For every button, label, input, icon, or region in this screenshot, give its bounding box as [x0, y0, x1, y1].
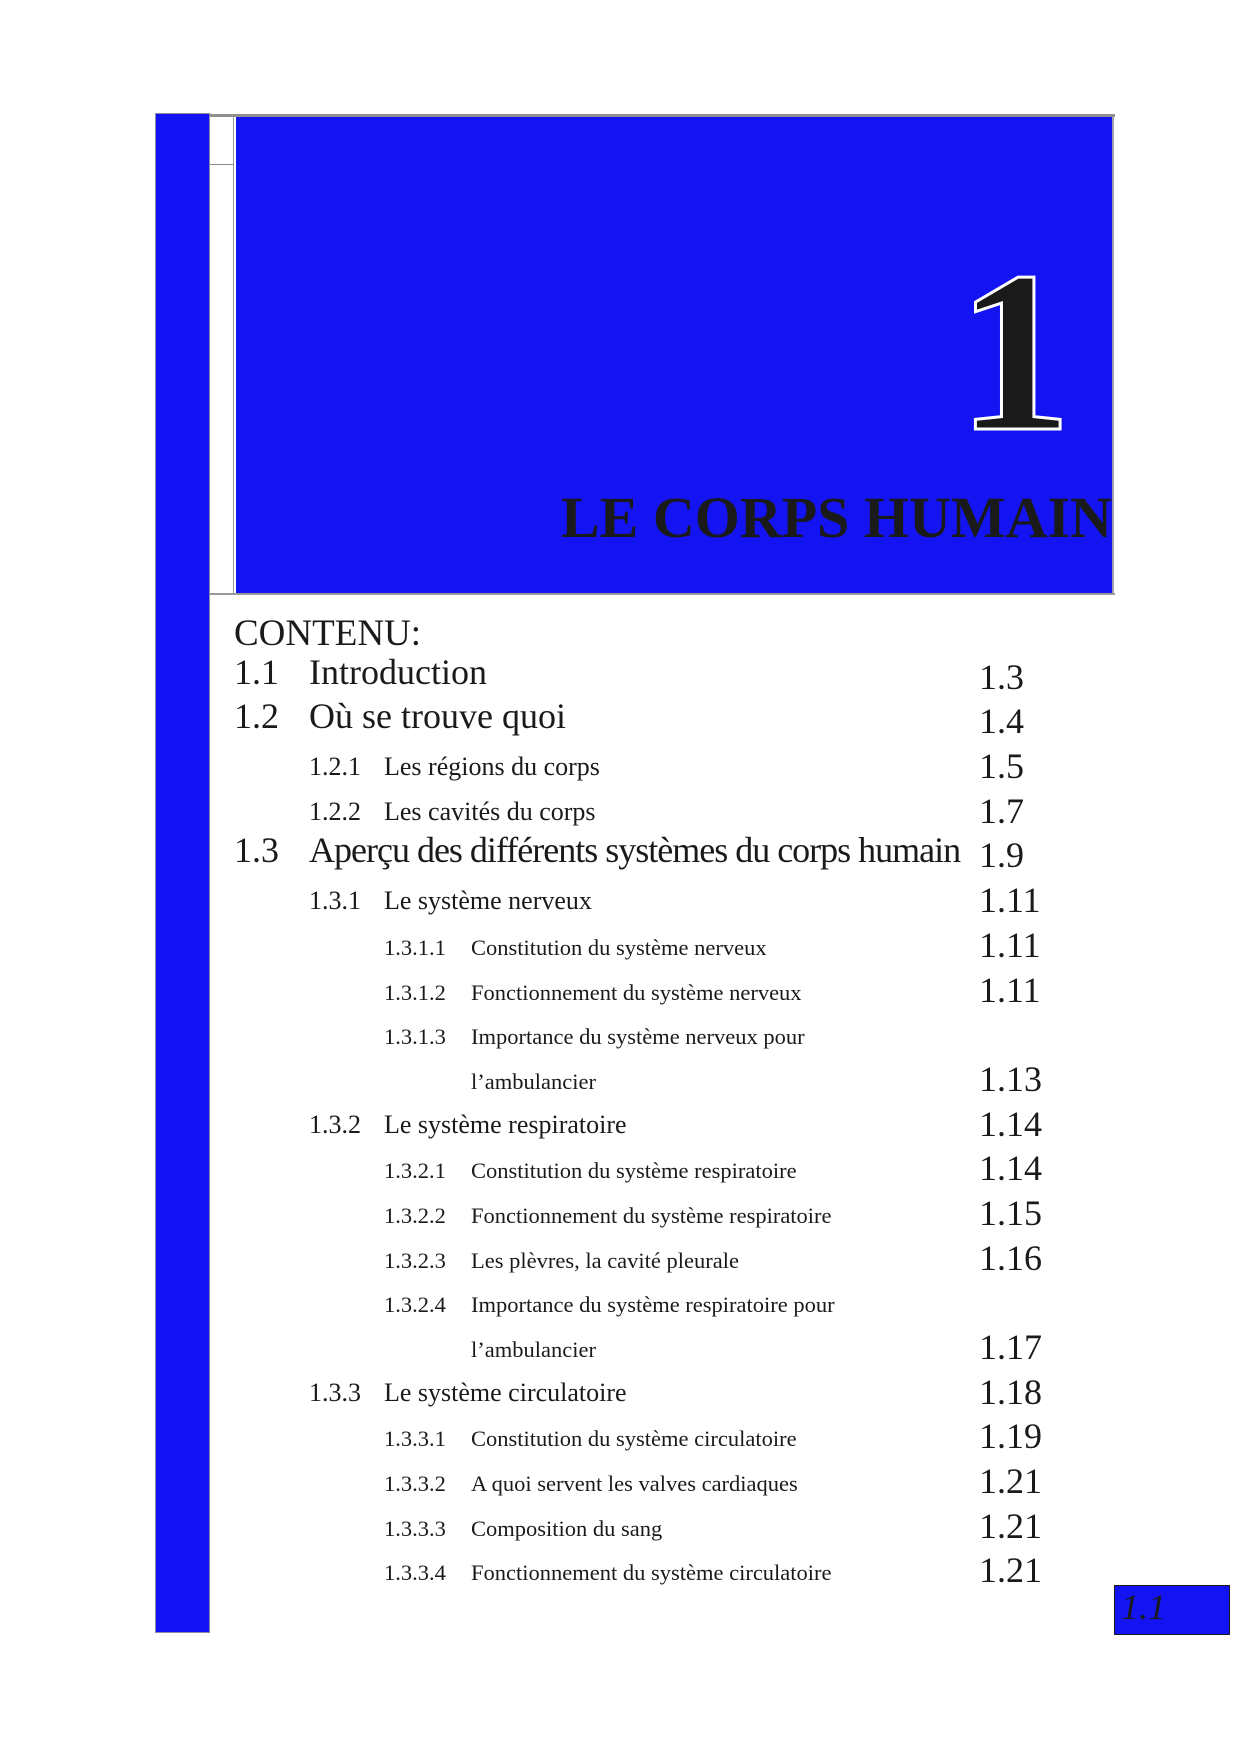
toc-entry-number: 1.3.1.2: [384, 979, 446, 1005]
toc-entry-number: 1.3.3.1: [384, 1426, 446, 1452]
toc-entry-page: 1.4: [979, 701, 1024, 742]
toc-entry-page: 1.19: [979, 1416, 1042, 1457]
toc-entry-number: 1.3.3.4: [384, 1560, 446, 1586]
toc-heading: CONTENU:: [234, 613, 422, 654]
toc-entry-number: 1.3.2.2: [384, 1202, 446, 1228]
toc-entry-number: 1.2.1: [309, 752, 361, 782]
toc-entry-label: Les régions du corps: [384, 752, 600, 782]
toc-entry-page: 1.9: [979, 835, 1024, 876]
toc-entry[interactable]: [234, 1371, 1114, 1416]
toc-entry-number: 1.3.1.3: [384, 1024, 446, 1050]
toc-entry-number: 1.3.1.1: [384, 934, 446, 960]
toc-entry-number: 1.3.2.1: [384, 1158, 446, 1184]
toc-entry[interactable]: [234, 696, 1114, 746]
toc-entry-page: 1.21: [979, 1550, 1042, 1591]
toc-entry[interactable]: [234, 1505, 1114, 1550]
left-accent-bar: [155, 113, 210, 1633]
toc-entry-label: l’ambulancier: [471, 1337, 596, 1362]
toc-entry-page: 1.5: [979, 746, 1024, 787]
toc-entry-page: 1.21: [979, 1505, 1042, 1546]
toc-entry-page: 1.14: [979, 1103, 1042, 1144]
toc-entry-label: Fonctionnement du système nerveux: [471, 979, 802, 1005]
toc-entry-label: Fonctionnement du système respiratoire: [471, 1202, 832, 1228]
toc-entry-number: 1.3.3.3: [384, 1515, 446, 1541]
toc-entry[interactable]: [234, 1416, 1114, 1461]
toc-entry[interactable]: [234, 745, 1114, 790]
toc-entry-label: Où se trouve quoi: [309, 696, 566, 737]
toc-entry-page: 1.11: [979, 969, 1041, 1010]
toc-entry-continuation[interactable]: [234, 1058, 1114, 1103]
toc-entry-page: 1.14: [979, 1148, 1042, 1189]
toc-entry-page: 1.3: [979, 656, 1024, 697]
toc-entry-label: Importance du système nerveux pour: [471, 1024, 805, 1050]
toc-entry-label: Importance du système respiratoire pour: [471, 1292, 835, 1318]
toc-entry[interactable]: [234, 879, 1114, 924]
toc-entry[interactable]: [234, 1460, 1114, 1505]
chapter-number: 1: [957, 224, 1072, 479]
toc-entry-page: 1.11: [979, 880, 1041, 921]
toc-entry[interactable]: [234, 1237, 1114, 1282]
toc-entry-label: Les plèvres, la cavité pleurale: [471, 1247, 739, 1273]
page-number: 1.1: [1121, 1587, 1166, 1627]
toc-entry-label: Aperçu des différents systèmes du corps humain: [309, 830, 961, 871]
toc-entry[interactable]: [234, 1282, 1114, 1327]
toc-entry-number: 1.3.3.2: [384, 1471, 446, 1497]
toc-entry[interactable]: [234, 1192, 1114, 1237]
toc-entry-page: 1.7: [979, 790, 1024, 831]
toc-entry[interactable]: [234, 651, 1114, 701]
toc-entry-label: Introduction: [309, 651, 487, 692]
toc-entry[interactable]: [234, 924, 1114, 969]
toc-entry-number: 1.2: [234, 696, 279, 737]
toc-entry-label: A quoi servent les valves cardiaques: [471, 1471, 798, 1497]
toc-entry[interactable]: [234, 1014, 1114, 1059]
toc-entry[interactable]: [234, 1550, 1114, 1595]
toc-entry-label: Constitution du système nerveux: [471, 934, 767, 960]
toc-entry-number: 1.3.2.4: [384, 1292, 446, 1318]
toc-entry-label: Constitution du système respiratoire: [471, 1158, 797, 1184]
toc-entry-label: l’ambulancier: [471, 1068, 596, 1094]
toc-entry[interactable]: [234, 830, 1114, 880]
page-number-badge: [1114, 1585, 1230, 1635]
toc-entry-label: Composition du sang: [471, 1515, 663, 1541]
toc-entry[interactable]: [234, 790, 1114, 835]
toc-entry-continuation[interactable]: [234, 1326, 1114, 1371]
toc-entry-page: 1.18: [979, 1371, 1042, 1412]
toc-entry-label: Le système nerveux: [384, 886, 592, 916]
chapter-title: LE CORPS HUMAIN: [560, 485, 1112, 550]
header-tick-mark: [210, 164, 234, 165]
toc-entry-label: Le système respiratoire: [384, 1109, 627, 1139]
toc-entry-page: 1.11: [979, 924, 1041, 965]
toc-entry[interactable]: [234, 1148, 1114, 1193]
toc-entry-number: 1.2.2: [309, 796, 361, 826]
toc-entry-number: 1.3.1: [309, 886, 361, 916]
header-side-strip: [210, 117, 234, 593]
toc-entry-page: 1.17: [979, 1327, 1042, 1367]
toc-entry-page: 1.21: [979, 1461, 1042, 1502]
toc-entry-number: 1.3.3: [309, 1377, 361, 1407]
toc-entry-number: 1.3.2.3: [384, 1247, 446, 1273]
toc-entry-page: 1.16: [979, 1237, 1042, 1278]
header-bottom-rule: [210, 593, 1115, 595]
toc-entry-label: Fonctionnement du système circulatoire: [471, 1560, 832, 1586]
toc-entry-number: 1.1: [234, 651, 279, 692]
toc-entry-number: 1.3.2: [309, 1109, 361, 1139]
chapter-header: [236, 117, 1114, 593]
toc-entry[interactable]: [234, 969, 1114, 1014]
toc-entry-page: 1.15: [979, 1192, 1042, 1233]
table-of-contents: [234, 612, 1114, 1594]
toc-entry[interactable]: [234, 1103, 1114, 1148]
toc-entry-label: Les cavités du corps: [384, 796, 596, 826]
toc-entry-label: Le système circulatoire: [384, 1377, 627, 1407]
toc-entry-label: Constitution du système circulatoire: [471, 1426, 797, 1452]
toc-entry-page: 1.13: [979, 1058, 1042, 1099]
toc-entry-number: 1.3: [234, 830, 279, 871]
